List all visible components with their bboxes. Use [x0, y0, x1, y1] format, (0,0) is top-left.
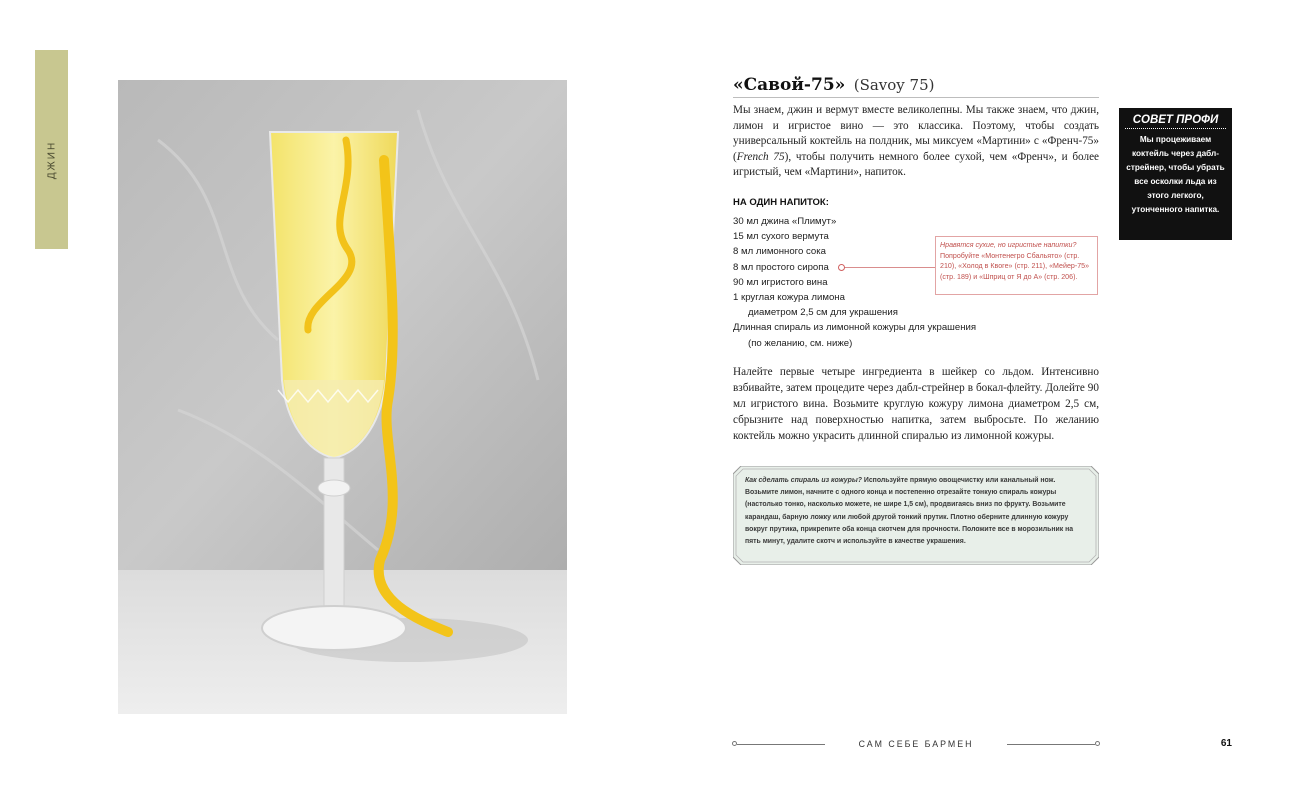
side-note: [935, 236, 1098, 295]
side-note-text: Попробуйте «Монтенегро Сбальято» (стр. 210), «Холод в Квоге» (стр. 211), «Мейер-75» (стр. 189) и «Шприц от Я до А» (стр. 206).: [940, 251, 1090, 281]
note-marker-icon: [838, 264, 845, 271]
pro-tip-box: [1119, 108, 1232, 240]
footer-rule-right: [1007, 744, 1095, 745]
recipe-title: [733, 75, 1099, 98]
recipe-title-ru: «Савой-75»: [733, 75, 846, 95]
howto-text: [745, 475, 1090, 548]
intro-italic: French 75: [736, 150, 785, 163]
ingredient-item: 15 мл сухого вермута: [733, 231, 829, 243]
note-connector: [842, 267, 935, 268]
side-note-question: Нравятся сухие, но игристые напитки?: [940, 241, 1077, 249]
howto-body: Используйте прямую овощечистку или канальный нож. Возьмите лимон, начните с одного конца и постепенно отрезайте тонкую спираль кожуры (настолько тонко, насколько можете, не шире 1,5 см), продвигаясь вниз по фрукту. Возьмите карандаш, барную ложку или любой другой тонкий прутик. Плотно оберните длинную кожуру вокруг прутика, прикрепите оба конца скотчем для прочности. Положите все в морозильник на пять минут, удалите скотч и используйте в качестве украшения.: [745, 477, 1074, 546]
ingredient-item: 8 мл лимонного сока: [733, 246, 826, 258]
chapter-tab-label: ДЖИН: [46, 140, 57, 180]
recipe-method: Налейте первые четыре ингредиента в шейкер со льдом. Интенсивно взбивайте, затем процедите через дабл-стрейнер в бокал-флейту. Долейте 90 мл игристого вина. Возьмите круглую кожуру лимона диаметром 2,5 см, сбрызните над поверхностью напитка, затем выбросьте. По желанию коктейль можно украсить длинной спиралью из лимонной кожуры.: [733, 366, 1099, 442]
intro-part-1: Мы знаем, джин и вермут вместе великолепны. Мы также знаем, что джин, лимон и игристое вино — это классика. Поэтому, чтобы создать универсальный коктейль на полдник, мы миксуем «Мартини» с «Френч-75» (: [733, 104, 1099, 163]
cocktail-photo: [118, 80, 567, 714]
howto-question: Как сделать спираль из кожуры?: [745, 477, 862, 484]
recipe-intro: [733, 103, 1099, 181]
ingredient-item: 1 круглая кожура лимона: [733, 292, 845, 304]
page-number: 61: [1220, 738, 1232, 749]
footer-book-title: САМ СЕБЕ БАРМЕН: [858, 739, 974, 749]
ingredients-header: НА ОДИН НАПИТОК:: [733, 197, 829, 208]
recipe-title-en: (Savoy 75): [853, 76, 935, 94]
pro-tip-text: Мы процеживаем коктейль через дабл-стрейнер, чтобы убрать все осколки льда из этого легкого, утонченного напитка.: [1126, 135, 1225, 215]
ingredient-item: (по желанию, см. ниже): [748, 337, 853, 349]
pro-tip-title: СОВЕТ ПРОФИ: [1125, 114, 1226, 129]
footer-dot-right: [1095, 741, 1100, 746]
howto-box: [733, 466, 1099, 565]
ingredient-item: 90 мл игристого вина: [733, 276, 828, 288]
intro-part-2: ), чтобы получить немного более сухой, чем «Френч», и более игристый, чем «Мартини», напиток.: [733, 150, 1100, 179]
ingredient-item: 30 мл джина «Плимут»: [733, 216, 837, 227]
ingredient-item: 8 мл простого сиропа: [733, 261, 829, 273]
ingredient-item: диаметром 2,5 см для украшения: [748, 307, 898, 319]
ingredient-item: Длинная спираль из лимонной кожуры для украшения: [733, 322, 977, 334]
chapter-tab: [35, 50, 68, 249]
